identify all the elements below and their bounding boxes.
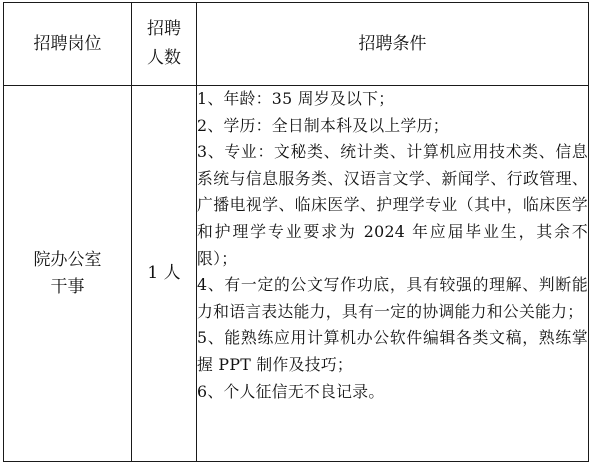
- count-value: 1 人: [147, 263, 181, 283]
- header-requirements-label: 招聘条件: [358, 33, 427, 54]
- position-line1: 院办公室: [33, 249, 102, 270]
- requirement-item-software: 5、能熟练应用计算机办公软件编辑各类文稿，熟练掌握 PPT 制作及技巧；: [197, 328, 588, 374]
- requirement-item-age: 1、年龄：35 周岁及以下；: [197, 89, 395, 108]
- header-position-label: 招聘岗位: [33, 33, 102, 54]
- header-count-line1: 招聘: [147, 19, 181, 39]
- position-cell: [4, 86, 132, 462]
- header-position: [4, 3, 132, 86]
- requirement-item-abilities: 4、有一定的公文写作功底，具有较强的理解、判断能力和语言表达能力，具有一定的协调能力和公关能力；: [197, 275, 588, 321]
- position-line2: 干事: [50, 276, 85, 297]
- recruitment-table: [3, 2, 589, 462]
- header-count-line2: 人数: [147, 48, 181, 68]
- requirement-item-education: 2、学历：全日制本科及以上学历；: [197, 115, 449, 135]
- table-header-row: [4, 3, 589, 86]
- requirement-item-credit: 6、个人征信无不良记录。: [197, 381, 385, 401]
- table-row: [4, 86, 589, 462]
- header-count: [132, 3, 197, 86]
- requirement-item-major: 3、专业：文秘类、统计类、计算机应用技术类、信息系统与信息服务类、汉语言文学、新闻学、行政管理、广播电视学、临床医学、护理学专业（其中，临床医学和护理学专业要求为 2024 年应届毕业生，其余不限）；: [197, 142, 588, 268]
- count-cell: [132, 86, 197, 462]
- header-requirements: [197, 3, 589, 86]
- requirements-cell: [197, 86, 589, 462]
